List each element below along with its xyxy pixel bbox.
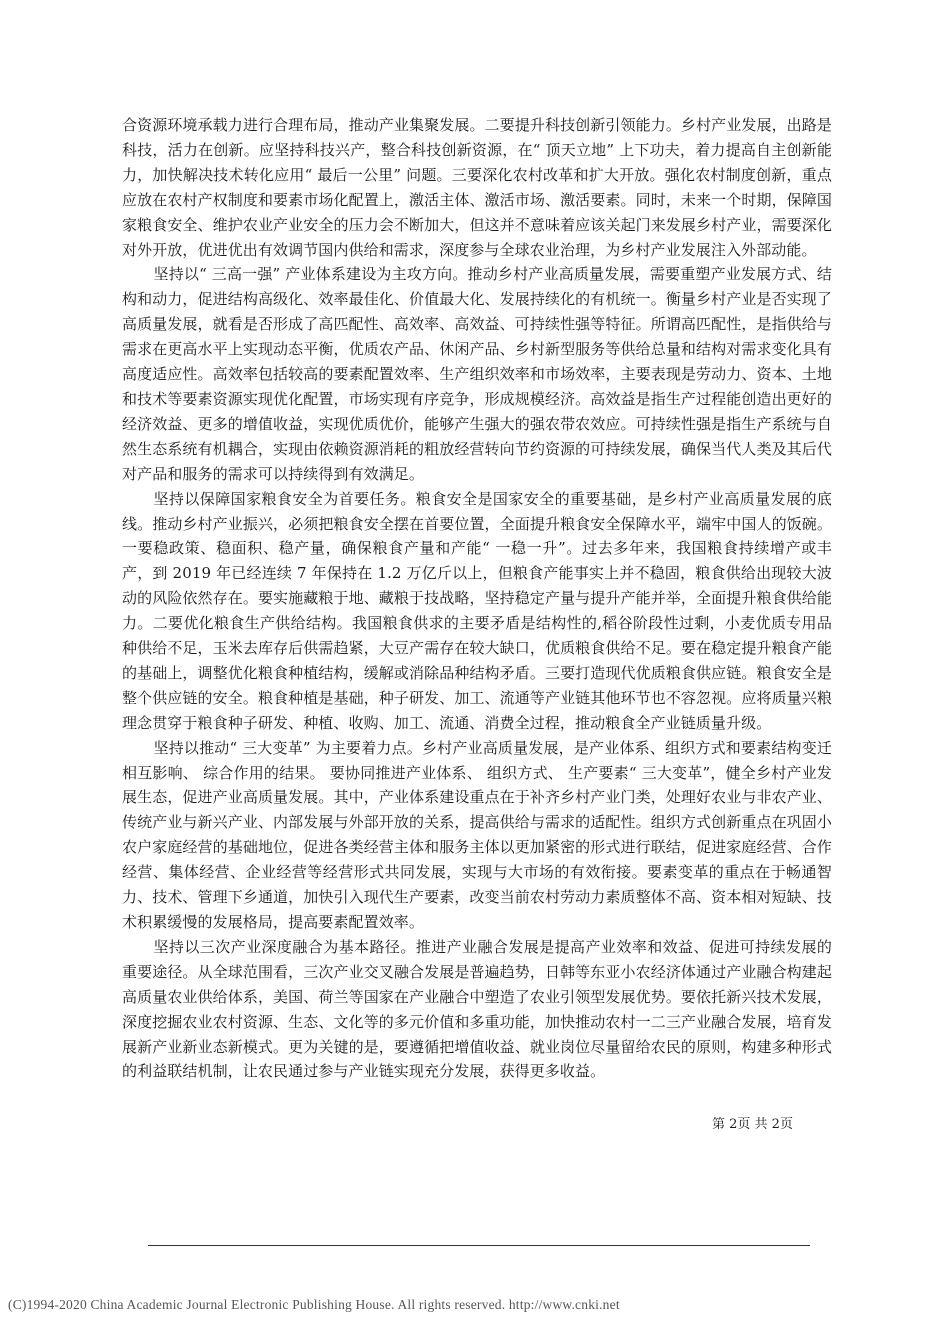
paragraph-continued: 合资源环境承载力进行合理布局，推动产业集聚发展。二要提升科技创新引领能力。乡村产业发展，出路是科技，活力在创新。应坚持科技兴产，整合科技创新资源，在“ 顶天立地” 上下功夫，着力提高自主创新能力，加快解决技术转化应用“ 最后一公里” 问题。三要深化农村改革和扩大开放。强化农村制度创新，重点应放在农村产权制度和要素市场化配置上，激活主体、激活市场、激活要素。同时，未来一个时期，保障国家粮食安全、维护农业产业安全的压力会不断加大，但这并不意味着应该关起门来发展乡村产业，需要深化对外开放，优进优出有效调节国内供给和需求，深度参与全球农业治理，为乡村产业发展注入外部动能。 xyxy=(122,116,832,259)
footer-divider xyxy=(148,1245,810,1246)
page-number: 第 2页 共 2页 xyxy=(712,1117,793,1132)
copyright-notice: (C)1994-2020 China Academic Journal Electronic Publishing House. All rights reserved. http://www.cnki.net xyxy=(8,1297,620,1312)
paragraph-food-security: 坚持以保障国家粮食安全为首要任务。粮食安全是国家安全的重要基础，是乡村产业高质量发展的底线。推动乡村产业振兴，必须把粮食安全摆在首要位置，全面提升粮食安全保障水平，端牢中国人的饭碗。一要稳政策、稳面积、稳产量，确保粮食产量和产能“ 一稳一升”。过去多年来，我国粮食持续增产或丰产，到 2019 年已经连续 7 年保持在 1.2 万亿斤以上，但粮食产能事实上并不稳固，粮食供给出现较大波动的风险依然存在。要实施藏粮于地、藏粮于技战略，坚持稳定产量与提升产能并举，全面提升粮食供给能力。二要优化粮食生产供给结构。我国粮食供求的主要矛盾是结构性的,稻谷阶段性过剩，小麦优质专用品种供给不足，玉米去库存后供需趋紧，大豆产需存在较大缺口，优质粮食供给不足。要在稳定提升粮食产能的基础上，调整优化粮食种植结构，缓解或消除品种结构矛盾。三要打造现代优质粮食供应链。粮食安全是整个供应链的安全。粮食种植是基础，种子研发、加工、流通等产业链其他环节也不容忽视。应将质量兴粮理念贯穿于粮食种子研发、种植、收购、加工、流通、消费全过程，推动粮食全产业链质量升级。 xyxy=(122,489,832,732)
paragraph-industry-integration: 坚持以三次产业深度融合为基本路径。推进产业融合发展是提高产业效率和效益、促进可持续发展的重要途径。从全球范围看，三次产业交叉融合发展是普遍趋势，日韩等东亚小农经济体通过产业融合构建起高质量农业供给体系，美国、荷兰等国家在产业融合中塑造了农业引领型发展优势。要依托新兴技术发展，深度挖掘农业农村资源、生态、文化等的多元价值和多重功能，加快推动农村一二三产业融合发展，培育发展新产业新业态新模式。更为关键的是，要遵循把增值收益、就业岗位尽量留给农民的原则，构建多种形式的利益联结机制，让农民通过参与产业链实现充分发展，获得更多收益。 xyxy=(122,937,832,1081)
paragraph-three-reforms: 坚持以推动“ 三大变革” 为主要着力点。乡村产业高质量发展，是产业体系、组织方式和要素结构变迁相互影响、 综合作用的结果。 要协同推进产业体系、 组织方式、 生产要素“ 三大变革”，健全乡村产业发展生态，促进产业高质量发展。其中，产业体系建设重点在于补齐乡村产业门类，处理好农业与非农产业、传统产业与新兴产业、内部发展与外部开放的关系，提高供给与需求的适配性。组织方式创新重点在巩固小农户家庭经营的基础地位，促进各类经营主体和服务主体以更加紧密的形式进行联结，促进家庭经营、合作经营、集体经营、企业经营等经营形式共同发展，实现与大市场的有效衔接。要素变革的重点在于畅通智力、技术、管理下乡通道，加快引入现代生产要素，改变当前农村劳动力素质整体不高、资本相对短缺、技术积累缓慢的发展格局，提高要素配置效率。 xyxy=(122,738,832,931)
paragraph-three-high-one-strong: 坚持以“ 三高一强” 产业体系建设为主攻方向。推动乡村产业高质量发展，需要重塑产业发展方式、结构和动力，促进结构高级化、效率最佳化、价值最大化、发展持续化的有机统一。衡量乡村产业是否实现了高质量发展，就看是否形成了高匹配性、高效率、高效益、可持续性强等特征。所谓高匹配性，是指供给与需求在更高水平上实现动态平衡，优质农产品、休闲产品、乡村新型服务等供给总量和结构对需求变化具有高度适应性。高效率包括较高的要素配置效率、生产组织效率和市场效率，主要表现是劳动力、资本、土地和技术等要素资源实现优化配置，市场实现有序竞争，形成规模经济。高效益是指生产过程能创造出更好的经济效益、更多的增值收益，实现优质优价，能够产生强大的强农带农效应。可持续性强是指生产系统与自然生态系统有机耦合，实现由依赖资源消耗的粗放经营转向节约资源的可持续发展，确保当代人类及其后代对产品和服务的需求可以持续得到有效满足。 xyxy=(122,265,832,483)
article-body xyxy=(122,113,832,1084)
